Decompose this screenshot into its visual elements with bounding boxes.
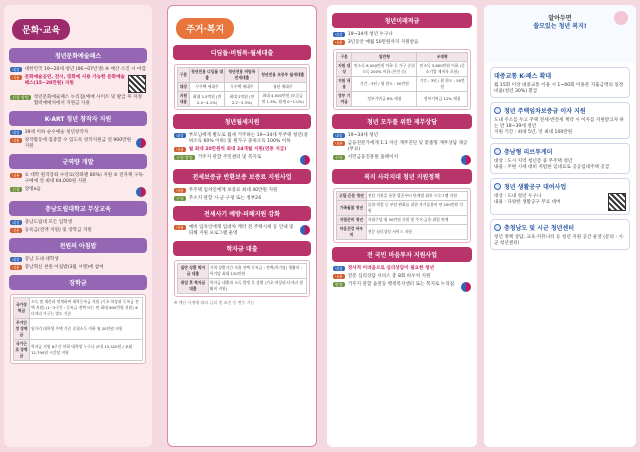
table-row: 지원 내용 기간 : 3년 / 월 한도 : 50만원 기간 : 3년 / 월 한도 : 50만원 bbox=[337, 76, 468, 91]
list-item: 내용 창작활동에 집중할 수 있도록 창작지원금 연 900만원 지원 bbox=[10, 138, 146, 150]
section-title: 군역량 개발 bbox=[9, 154, 147, 169]
list-item: 대상 부모님에게 별도로 월세 거주하는 19~34세 무주택 청년(중위소득 60% 이하) 및 원가구 중위소득 100% 이하 bbox=[176, 133, 309, 144]
list-item: 내용 충남혁신 천원 아침밥(3월 시행)에 참여 bbox=[12, 264, 104, 270]
info-card: 대중교통 K-패스 확대 월 15회 이상 대중교통 이용 시 1~60회 이용분 지출금액의 일정 비율(청년 30%) 환급 bbox=[490, 67, 630, 98]
list-item: 내용 무주택 임차인에게 보증료 최대 40만원 지원 bbox=[176, 187, 278, 193]
list-item: 대상 대한민국 19~20세 청년 (06~07년생) ※ 예산 소진 시 마감 bbox=[12, 67, 146, 72]
government-emblem-icon bbox=[300, 155, 310, 165]
list-item: 신청 서민금융진흥원 홈페이지 bbox=[333, 155, 471, 165]
tag: 대상 bbox=[12, 67, 20, 72]
section-title: 디딤돌·버팀목·월세대출 bbox=[173, 45, 311, 60]
section-title: 충남도립대학교 무상교육 bbox=[9, 201, 147, 216]
section-title: 전 국민 마음투자 지원사업 bbox=[332, 247, 472, 262]
tag: 내용 bbox=[12, 74, 20, 80]
character-icon bbox=[614, 11, 628, 25]
list-item: 신청 주소지 관할 시·군·구청 또는 정부24 bbox=[176, 195, 262, 201]
section-title: 장학금 bbox=[9, 275, 147, 290]
loan-table bbox=[174, 64, 310, 110]
info-card: 청년 주택임차보증금 이자 지원 도내 주소를 두고 주택 전세·반전세 계약 시 이자를 지원받고자 하는 만 18~39세 청년 지원 기간 : 최대 5년, 연 최대 100만원 bbox=[490, 102, 630, 139]
qr-code-icon bbox=[128, 75, 146, 93]
list-item: 신청 장병e음 bbox=[10, 187, 146, 197]
list-item: 대상 19~34세 청년 bbox=[335, 132, 379, 138]
culture-header bbox=[4, 5, 152, 44]
list-item: 대상 정서적 어려움으로 심리상담이 필요한 청년 bbox=[335, 265, 435, 271]
government-emblem-icon bbox=[461, 155, 471, 165]
province-seal-icon bbox=[494, 224, 501, 231]
table-row: 자립준비 청년 자립수당 월 50만원 지원 및 주거·금융·취업 연계 bbox=[337, 215, 468, 224]
table-row: 국가근로 장학금 학자금 지원 8구간 이하 대학생 누구나 교내 10,320원 / 교외 12,790원 시간당 지원 bbox=[14, 339, 143, 360]
intro-panel bbox=[484, 5, 636, 447]
finance-panel bbox=[327, 5, 477, 447]
table-row: 고립·은둔 청년 전담 기관을 통한 발굴부터 단계별 회복 프로그램 지원 bbox=[337, 191, 468, 200]
section-title: 청년 모두를 위한 재무상담 bbox=[332, 114, 472, 129]
list-item: 대상 충남도립대 모든 입학생 bbox=[12, 219, 73, 225]
list-item: 내용 월 최대 20만원씩 최대 24개월 지원(연중 지급) bbox=[176, 146, 287, 152]
province-seal-icon bbox=[494, 148, 501, 155]
savings-table bbox=[333, 49, 471, 110]
table-row: 국가장학금 소득 및 재산과 연계하여 대학등록금 지원 (기초·차상위 등록금 전액 지원) (1~3구간 : 등록금 전액 또는 연 최대 600만원 지원) ※ 다자녀 가구는 별도 기준 bbox=[14, 297, 143, 318]
table-row: 구분 일반형 우대형 bbox=[337, 52, 468, 61]
qr-code-icon bbox=[608, 193, 626, 211]
table-row: 구분 청년전용 디딤돌 대출 청년전용 버팀목 전세대출 청년전용 보증부 월세대출 bbox=[178, 68, 307, 83]
list-item: 내용 문화예술공연, 전시, 영화에 사용 가능한 문화예술패스(15~20만원) 지원 bbox=[10, 75, 146, 93]
section-title: 청년문화예술패스 bbox=[9, 48, 147, 63]
list-item: 방법 거주지 관할 읍면동 행정복지센터 또는 복지로 누리집 bbox=[333, 282, 471, 292]
table-row: 지원 내용 최대 2.5억원 (연 2.4~4.1%) 최대 2억원 (연 2.2~3.3%) 최대 4,500만원 (보증금 연 1.3%, 월세 0~1.0%) bbox=[178, 92, 307, 107]
info-card: 충청남도 및 시군 청년센터 청년 정책 상담, 교육·커뮤니티 등 청년 지원 공간 운영 (문의 : 시·군 청년센터) bbox=[490, 219, 630, 250]
government-emblem-icon bbox=[300, 225, 310, 235]
housing-welfare-panel bbox=[167, 5, 317, 447]
list-item: 내용 예비 임차인에게 임대차 계약 전 주택시세 등 안내 및 피해 지원 프로그램 운영 bbox=[174, 225, 310, 237]
list-item: 내용 전문 심리상담 서비스 총 8회 바우처 지원 bbox=[335, 273, 431, 279]
section-title: 청년월세지원 bbox=[173, 114, 311, 129]
list-item: 신청 방법 청년문화예술패스 누리집(예매 사이트 및 발급 후 지정 협력예매처에서 지원금 사용 bbox=[12, 94, 142, 106]
section-title: K-ART 청년 창작자 지원 bbox=[9, 111, 147, 126]
list-item: 내용 금융전문가에게 1:1 자산 재무진단 및 맞춤형 재무상담 제공 (무료) bbox=[335, 140, 468, 152]
government-emblem-icon bbox=[136, 138, 146, 148]
list-item: 신청 방법 거주지 관할 주민센터 및 복지로 bbox=[174, 155, 310, 165]
welfare-gap-table bbox=[333, 188, 471, 243]
table-row: 주거안정 장학금 원거리 대학생 주택 기준 중위소득 이하 월 20만원 지원 bbox=[14, 318, 143, 339]
table-row: 가족돌봄 청년 돌봄·학업 등 부담 완화를 위한 자기돌봄비 연 200만원 지원 bbox=[337, 200, 468, 215]
info-card: 청년 생활공구 대여사업 대상 : 도내 청년 누구나 내용 : 다양한 생활공구 무료 대여 bbox=[490, 178, 630, 215]
table-row: 정부 기여금 정부기여금 6% 매칭 정부기여금 12% 매칭 bbox=[337, 91, 468, 106]
footnote: ※ 예산 사정에 따라 금리 및 조건 등 변동 가능 bbox=[174, 299, 255, 305]
housing-title: 주거·복지 bbox=[176, 18, 234, 39]
info-card: 충남형 리브투게더 대상 : 도시 지역 청년층 중 무주택 청년 내용 : 주변 시세 대비 저렴한 임대료로 공공임대주택 공급 bbox=[490, 143, 630, 174]
student-loan-table bbox=[174, 260, 310, 297]
table-row: 일반 상환 학자금 대출 거치·상환기간 자율 선택 등록금 : 전액(학기당) 생활비 : 학기당 최대 150만원 bbox=[178, 263, 307, 278]
province-seal-icon bbox=[494, 183, 501, 190]
list-item: 내용 ① 대학 원격강좌 수강료(강좌별 80%) 지원 ② 전자책 구독·구매에 연 최대 64,000원 지원 bbox=[12, 172, 145, 184]
section-title: 전세보증금 반환보증 보증료 지원사업 bbox=[173, 169, 311, 184]
section-title: 학자금 대출 bbox=[173, 241, 311, 256]
section-title: 복지 사각지대 청년 지원정책 bbox=[332, 169, 472, 184]
table-row: 대상 무주택 세대주 무주택 세대주 청년 세대주 bbox=[178, 83, 307, 92]
table-row: 취업 후 학자금 대출 학자금 대출과 소득 발생 후 상환 (기초·차상위·다자녀 생활비 지원) bbox=[178, 278, 307, 293]
province-seal-icon bbox=[494, 107, 501, 114]
culture-title: 문화·교육 bbox=[12, 19, 70, 40]
list-item: 대상 충남 도내 대학생 bbox=[12, 256, 59, 262]
list-item: 대상 19~34세 청년 누구나 bbox=[335, 32, 393, 37]
table-row: 지원 대상 연소득 6,000만원 이하 등 가구 중위소득 200% 이하 (본인 등) 연소득 3,600만원 이하 (중소기업 재직자 포함) bbox=[337, 61, 468, 76]
intro-header bbox=[484, 5, 636, 63]
culture-education-panel bbox=[4, 5, 152, 447]
section-title: 천원의 아침밥 bbox=[9, 238, 147, 253]
government-emblem-icon bbox=[136, 187, 146, 197]
government-emblem-icon bbox=[461, 282, 471, 292]
list-item: 대상 39세 이하 순수예술 청년창작자 bbox=[12, 129, 89, 135]
intro-bubble: 알아두면 쓸모있는 청년 복지! bbox=[533, 15, 587, 31]
tag: 신청 방법 bbox=[12, 94, 29, 100]
table-row: 마음건강 바우처 전문 심리상담 서비스 지원 bbox=[337, 224, 468, 239]
section-title: 청년미래적금 bbox=[332, 13, 472, 28]
list-item: 내용 등록금(전액 지원) 및 장학금 지원 bbox=[12, 227, 92, 233]
section-title: 전세사기 예방·피해지원 강화 bbox=[173, 206, 311, 221]
list-item: 내용 3년동안 매월 50만원까지 지원받음 bbox=[335, 39, 419, 45]
scholarship-table bbox=[10, 294, 146, 364]
housing-header bbox=[168, 6, 316, 41]
